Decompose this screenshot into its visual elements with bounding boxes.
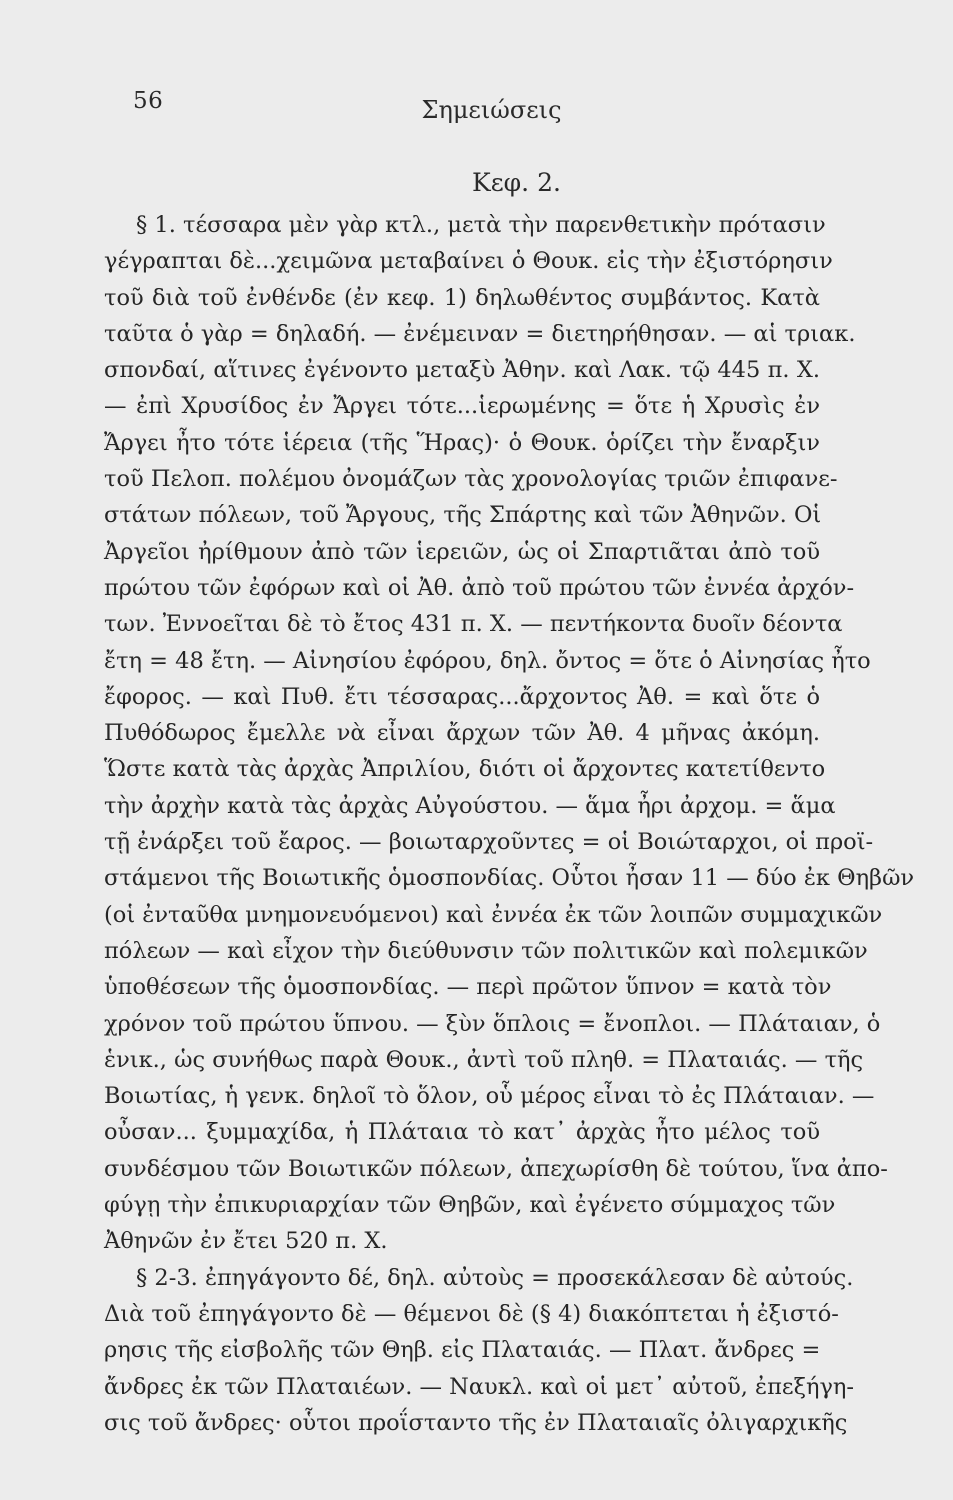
text-line: των. Ἐννοεῖται δὲ τὸ ἔτος 431 π. Χ. — πεντήκοντα δυοῖν δέοντα — [104, 611, 843, 638]
text-line: Πυθόδωρος ἔμελλε νὰ εἶναι ἄρχων τῶν Ἀθ. 4 μῆνας ἀκόμη. — [104, 720, 820, 747]
text-line: — ἐπὶ Χρυσίδος ἐν Ἄργει τότε...ἱερωμένης = ὅτε ἡ Χρυσὶς ἐν — [104, 393, 820, 420]
page-number: 56 — [133, 88, 164, 114]
text-line: (οἱ ἐνταῦθα μνημονευόμενοι) καὶ ἐννέα ἐκ τῶν λοιπῶν συμμαχικῶν — [104, 901, 883, 928]
text-line: Διὰ τοῦ ἐπηγάγοντο δὲ — θέμενοι δὲ (§ 4) διακόπτεται ἡ ἐξιστό- — [104, 1300, 839, 1327]
text-line: § 2-3. ἐπηγάγοντο δέ, δηλ. αὐτοὺς = προσεκάλεσαν δὲ αὐτούς. — [136, 1264, 854, 1291]
text-line: ὑποθέσεων τῆς ὁμοσπονδίας. — περὶ πρῶτον ὕπνον = κατὰ τὸν — [104, 974, 832, 1001]
text-line: πόλεων — καὶ εἶχον τὴν διεύθυνσιν τῶν πολιτικῶν καὶ πολεμικῶν — [104, 937, 868, 964]
text-line: ταῦτα ὁ γὰρ = δηλαδή. — ἐνέμειναν = διετηρήθησαν. — αἱ τριακ. — [104, 320, 856, 347]
text-line: τῇ ἐνάρξει τοῦ ἔαρος. — βοιωταρχοῦντες = οἱ Βοιώταρχοι, οἱ προϊ- — [104, 829, 874, 856]
text-line: συνδέσμου τῶν Βοιωτικῶν πόλεων, ἀπεχωρίσθη δὲ τούτου, ἵνα ἀπο- — [104, 1155, 888, 1182]
chapter-heading: Κεφ. 2. — [472, 168, 561, 197]
text-line: σις τοῦ ἄνδρες· οὗτοι προΐσταντο τῆς ἐν Πλαταιαῖς ὀλιγαρχικῆς — [104, 1409, 848, 1436]
text-line: τοῦ διὰ τοῦ ἐνθένδε (ἐν κεφ. 1) δηλωθέντος συμβάντος. Κατὰ — [104, 284, 820, 311]
text-line: πρώτου τῶν ἐφόρων καὶ οἱ Ἀθ. ἀπὸ τοῦ πρώτου τῶν ἐννέα ἀρχόν- — [104, 574, 855, 601]
text-line: τὴν ἀρχὴν κατὰ τὰς ἀρχὰς Αὐγούστου. — ἅμα ἦρι ἀρχομ. = ἅμα — [104, 792, 836, 819]
text-line: γέγραπται δὲ...χειμῶνα μεταβαίνει ὁ Θουκ. εἰς τὴν ἐξιστόρησιν — [104, 248, 833, 275]
text-line: ἑνικ., ὡς συνήθως παρὰ Θουκ., ἀντὶ τοῦ πληθ. = Πλαταιάς. — τῆς — [104, 1046, 864, 1073]
text-line: Βοιωτίας, ἡ γενκ. δηλοῖ τὸ ὅλον, οὗ μέρος εἶναι τὸ ἐς Πλάταιαν. — — [104, 1083, 875, 1110]
text-line: Ἀργεῖοι ἠρίθμουν ἀπὸ τῶν ἱερειῶν, ὡς οἱ Σπαρτιᾶται ἀπὸ τοῦ — [104, 538, 820, 565]
text-line: οὖσαν... ξυμμαχίδα, ἡ Πλάταια τὸ κατ᾽ ἀρχὰς ἦτο μέλος τοῦ — [104, 1119, 820, 1146]
text-line: ἔτη = 48 ἔτη. — Αἰνησίου ἐφόρου, δηλ. ὄντος = ὅτε ὁ Αἰνησίας ἦτο — [104, 647, 871, 674]
running-title: Σημειώσεις — [421, 96, 562, 124]
text-line: Ἀθηνῶν ἐν ἔτει 520 π. Χ. — [104, 1228, 388, 1255]
text-line: Ἄργει ἦτο τότε ἱέρεια (τῆς Ἥρας)· ὁ Θουκ. ὁρίζει τὴν ἔναρξιν — [104, 429, 820, 456]
notes-body — [104, 207, 915, 1441]
text-line: ρησις τῆς εἰσβολῆς τῶν Θηβ. εἰς Πλαταιάς. — Πλατ. ἄνδρες = — [104, 1337, 821, 1364]
text-line: στάμενοι τῆς Βοιωτικῆς ὁμοσπονδίας. Οὗτοι ἦσαν 11 — δύο ἐκ Θηβῶν — [104, 865, 915, 892]
text-line: σπονδαί, αἵτινες ἐγένοντο μεταξὺ Ἀθην. καὶ Λακ. τῷ 445 π. Χ. — [104, 357, 820, 384]
text-line: φύγῃ τὴν ἐπικυριαρχίαν τῶν Θηβῶν, καὶ ἐγένετο σύμμαχος τῶν — [104, 1192, 836, 1219]
text-line: στάτων πόλεων, τοῦ Ἄργους, τῆς Σπάρτης καὶ τῶν Ἀθηνῶν. Οἱ — [104, 502, 822, 529]
text-line: τοῦ Πελοπ. πολέμου ὀνομάζων τὰς χρονολογίας τριῶν ἐπιφανε- — [104, 466, 838, 493]
text-line: χρόνον τοῦ πρώτου ὕπνου. — ξὺν ὅπλοις = ἔνοπλοι. — Πλάταιαν, ὁ — [104, 1010, 881, 1037]
text-line: ἔφορος. — καὶ Πυθ. ἔτι τέσσαρας...ἄρχοντος Ἀθ. = καὶ ὅτε ὁ — [104, 683, 820, 710]
text-line: ἄνδρες ἐκ τῶν Πλαταιέων. — Ναυκλ. καὶ οἱ μετ᾽ αὐτοῦ, ἐπεξήγη- — [104, 1373, 854, 1400]
text-line: Ὥστε κατὰ τὰς ἀρχὰς Ἀπριλίου, διότι οἱ ἄρχοντες κατετίθεντο — [104, 756, 826, 783]
text-line: § 1. τέσσαρα μὲν γὰρ κτλ., μετὰ τὴν παρενθετικὴν πρότασιν — [136, 212, 826, 238]
